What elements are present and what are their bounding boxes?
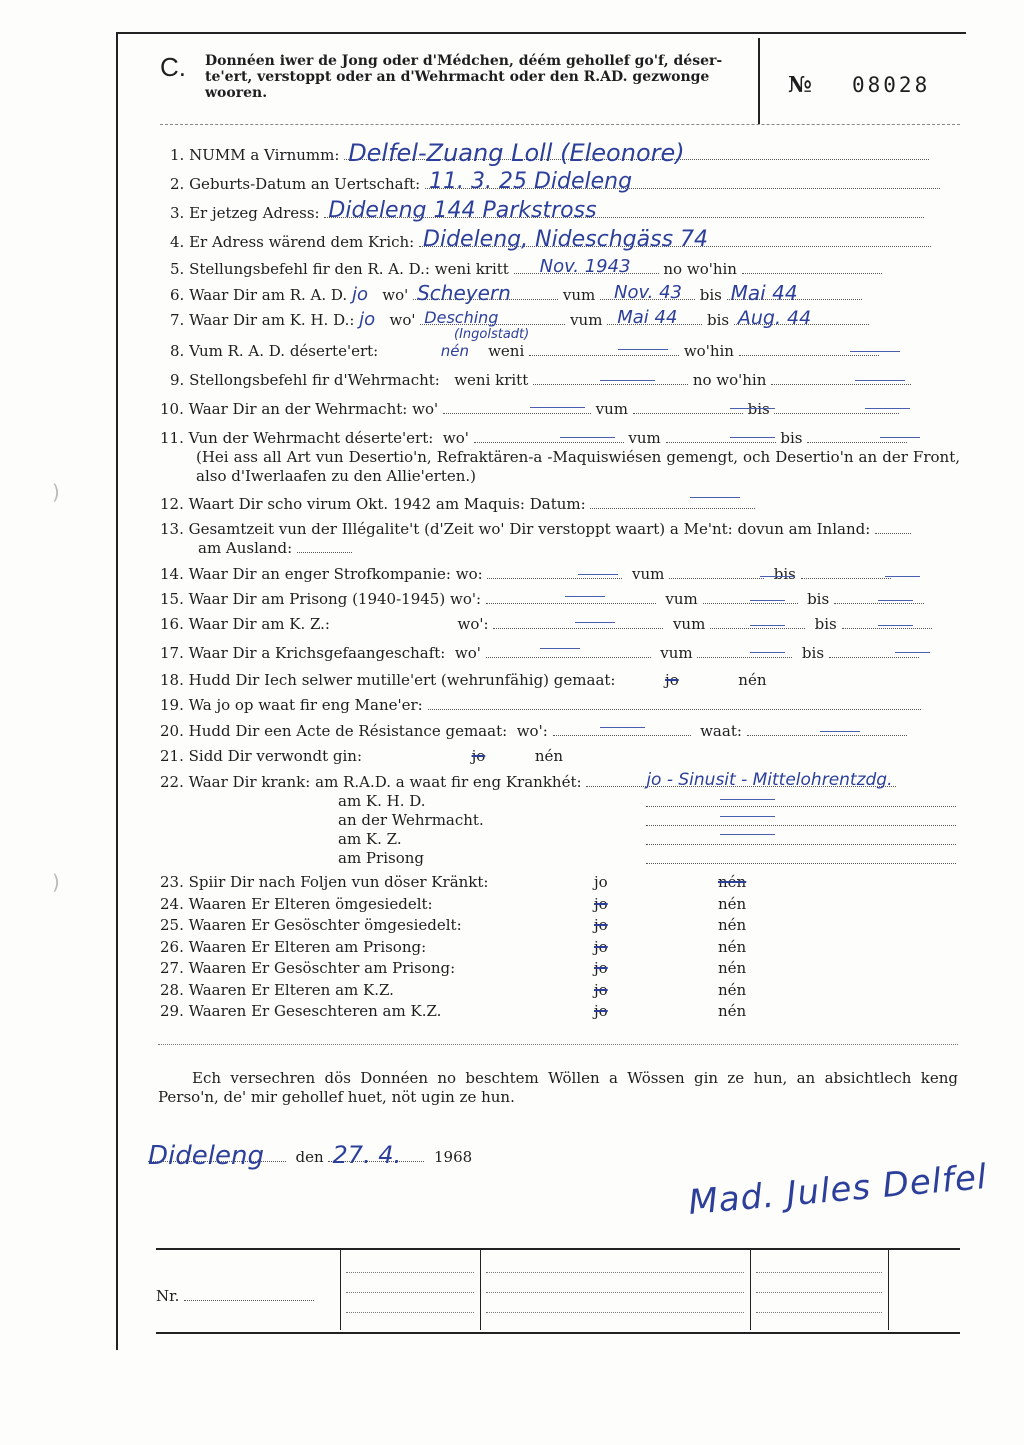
question-2: 2. Geburts-Datum an Uertschaft: 11. 3. 25 Dideleng [170, 175, 940, 193]
dash-mark [878, 600, 913, 601]
question-13: 13. Gesamtzeit vun der Illégalite't (d'Zeit wo' Dir verstoppt waart) a Me'nt: dovun am Inland: am Ausland: [160, 520, 960, 558]
question-15: 15. Waar Dir am Prisong (1940-1945) wo': vum bis [160, 590, 924, 608]
question-14: 14. Waar Dir an enger Strofkompanie: wo: vum bis [160, 565, 891, 583]
dash-mark [560, 437, 615, 438]
dash-mark [720, 799, 775, 800]
question-21: 21. Sidd Dir verwondt gin: jo nén [160, 747, 564, 765]
dash-mark [895, 652, 930, 653]
number-label: № [788, 72, 812, 98]
dash-mark [885, 576, 920, 577]
dash-mark [540, 648, 580, 649]
box-divider [480, 1250, 481, 1330]
date-answer[interactable]: 27. 4. [332, 1141, 402, 1169]
option-nen[interactable]: nén [738, 671, 767, 689]
dotted-line [756, 1312, 882, 1313]
dotted-line [646, 806, 956, 807]
dash-mark [855, 380, 905, 381]
option-nen[interactable]: nén [718, 938, 747, 956]
option-jo-struck[interactable]: jo [594, 895, 608, 913]
dotted-line [346, 1312, 474, 1313]
question-22: 22. Waar Dir krank: am R.A.D. a waat fir eng Krankhét: jo - Sinusit - Mittelohrentzdg. [160, 773, 896, 791]
question-29: 29. Waaren Er Geseschteren am K.Z. [160, 1002, 442, 1020]
birth-answer[interactable]: 11. 3. 25 Dideleng [429, 169, 633, 194]
question-11: 11. Vun der Wehrmacht déserte'ert: wo' vum bis [160, 429, 907, 447]
question-6: 6. Waar Dir am R. A. D. jo wo' Scheyern vum Nov. 43 bis Mai 44 [170, 286, 862, 304]
nr-field: Nr. [156, 1287, 314, 1305]
dash-mark [730, 408, 775, 409]
place-answer[interactable]: Dideleng [148, 1141, 264, 1171]
section-letter: C. [160, 52, 186, 82]
option-jo-struck[interactable]: jo [594, 916, 608, 934]
question-16: 16. Waar Dir am K. Z.: wo': vum bis [160, 615, 932, 633]
dash-mark [618, 349, 668, 350]
option-nen-struck[interactable]: nén [718, 873, 747, 891]
option-jo-struck[interactable]: jo [471, 747, 486, 765]
dotted-line [486, 1272, 744, 1273]
dotted-line [486, 1312, 744, 1313]
question-20: 20. Hudd Dir een Acte de Résistance gemaat: wo': waat: [160, 722, 907, 740]
option-nen[interactable]: nén [718, 959, 747, 977]
box-divider [750, 1250, 751, 1330]
question-7: 7. Waar Dir am K. H. D.: jo wo' Desching vum Mai 44 bis Aug. 44 [170, 311, 869, 329]
dash-mark [750, 600, 785, 601]
option-nen[interactable]: nén [718, 1002, 747, 1020]
dotted-line [646, 863, 956, 864]
dotted-line [646, 844, 956, 845]
option-jo[interactable]: jo [594, 873, 608, 891]
dash-mark [760, 576, 795, 577]
dash-mark [750, 625, 785, 626]
dotted-line [756, 1292, 882, 1293]
question-28: 28. Waaren Er Elteren am K.Z. [160, 981, 394, 999]
option-jo-struck[interactable]: jo [665, 671, 679, 689]
place-date-line: Dideleng den 27. 4. 1968 [148, 1141, 473, 1171]
form-border-left [116, 32, 118, 1350]
question-19: 19. Wa jo op waat fir eng Mane'er: [160, 696, 921, 714]
dash-mark [730, 437, 775, 438]
question-3: 3. Er jetzeg Adress: Dideleng 144 Parkstross [170, 204, 924, 222]
punch-hole-mark: ) [52, 870, 60, 894]
option-nen[interactable]: nén [718, 916, 747, 934]
war-address-answer[interactable]: Dideleng, Nideschgäss 74 [423, 227, 709, 252]
question-11-note: (Hei ass all Art vun Desertio'n, Refraktären-a -Maquiswiésen gemengt, och Desertio'n an der Front, also d'Iwerlaafen zu den Allie'erten.) [196, 448, 960, 485]
dash-mark [600, 380, 655, 381]
dash-mark [720, 834, 775, 835]
punch-hole-mark: ) [52, 480, 60, 504]
question-10: 10. Waar Dir an der Wehrmacht: wo' vum bis [160, 400, 899, 418]
option-nen[interactable]: nén [534, 747, 564, 765]
dash-mark [600, 727, 645, 728]
ingolstadt-note: (Ingolstadt) [454, 327, 530, 342]
question-8: 8. Vum R. A. D. déserte'ert: nén weni wo'hin [170, 342, 879, 360]
option-jo-struck[interactable]: jo [594, 959, 608, 977]
question-4: 4. Er Adress wärend dem Krich: Dideleng, Nideschgäss 74 [170, 233, 931, 251]
number-box-divider [758, 38, 760, 124]
illness-answer[interactable]: jo - Sinusit - Mittelohrentzdg. [646, 770, 893, 790]
question-25: 25. Waaren Er Gesöschter ömgesiedelt: [160, 916, 462, 934]
form-number: 08028 [852, 73, 931, 97]
option-jo-struck[interactable]: jo [594, 1002, 608, 1020]
box-divider [340, 1250, 341, 1330]
dotted-line [756, 1272, 882, 1273]
question-23: 23. Spiir Dir nach Foljen vun döser Kränkt: [160, 873, 489, 891]
signature[interactable]: Mad. Jules Delfel [686, 1157, 989, 1223]
dash-mark [865, 408, 910, 409]
question-17: 17. Waar Dir a Krichsgefaangeschaft: wo' vum bis [160, 644, 919, 662]
dash-mark [850, 351, 900, 352]
dotted-line [346, 1292, 474, 1293]
option-nen[interactable]: nén [718, 981, 747, 999]
dotted-line [346, 1272, 474, 1273]
dash-mark [880, 437, 920, 438]
question-12: 12. Waart Dir scho virum Okt. 1942 am Maquis: Datum: [160, 495, 755, 513]
option-nen[interactable]: nén [718, 895, 747, 913]
box-divider [888, 1250, 889, 1330]
dash-mark [720, 816, 775, 817]
form-border-top [116, 32, 966, 34]
declaration: Ech versechren dös Donnéen no beschtem Wöllen a Wössen gin ze hun, an absichtlech keng Perso'n, de' mir gehollef huet, nöt ugin ze hun. [158, 1069, 958, 1106]
dash-mark [690, 497, 740, 498]
dash-mark [878, 625, 913, 626]
name-answer[interactable]: Delfel-Zuang Loll (Eleonore) [348, 139, 685, 167]
question-9: 9. Stellongsbefehl fir d'Wehrmacht: weni kritt no wo'hin [170, 371, 911, 389]
dash-mark [820, 731, 860, 732]
question-5: 5. Stellungsbefehl fir den R. A. D.: weni kritt Nov. 1943 no wo'hin [170, 260, 882, 278]
question-24: 24. Waaren Er Elteren ömgesiedelt: [160, 895, 433, 913]
divider [158, 1044, 958, 1045]
question-18: 18. Hudd Dir Iech selwer mutille'ert (wehrunfähig) gemaat: jo nén [160, 671, 767, 689]
dash-mark [575, 622, 615, 623]
question-26: 26. Waaren Er Elteren am Prisong: [160, 938, 427, 956]
section-title: Donnéen iwer de Jong oder d'Médchen, déém gehollef go'f, déser-te'ert, verstoppt oder an d'Wehrmacht oder den R.AD. gezwonge wooren. [205, 53, 723, 101]
dotted-line [646, 825, 956, 826]
address-answer[interactable]: Dideleng 144 Parkstross [328, 198, 597, 223]
dash-mark [565, 596, 605, 597]
dash-mark [750, 652, 785, 653]
dash-mark [578, 574, 618, 575]
question-22-sub: am K. H. D. an der Wehrmacht. am K. Z. am Prisong [338, 792, 484, 867]
question-1: 1. NUMM a Virnumm: Delfel-Zuang Loll (Eleonore) [170, 146, 929, 164]
header-rule [160, 124, 960, 125]
option-jo-struck[interactable]: jo [594, 938, 608, 956]
dotted-line [486, 1292, 744, 1293]
question-27: 27. Waaren Er Gesöschter am Prisong: [160, 959, 456, 977]
option-jo-struck[interactable]: jo [594, 981, 608, 999]
dash-mark [530, 407, 585, 408]
